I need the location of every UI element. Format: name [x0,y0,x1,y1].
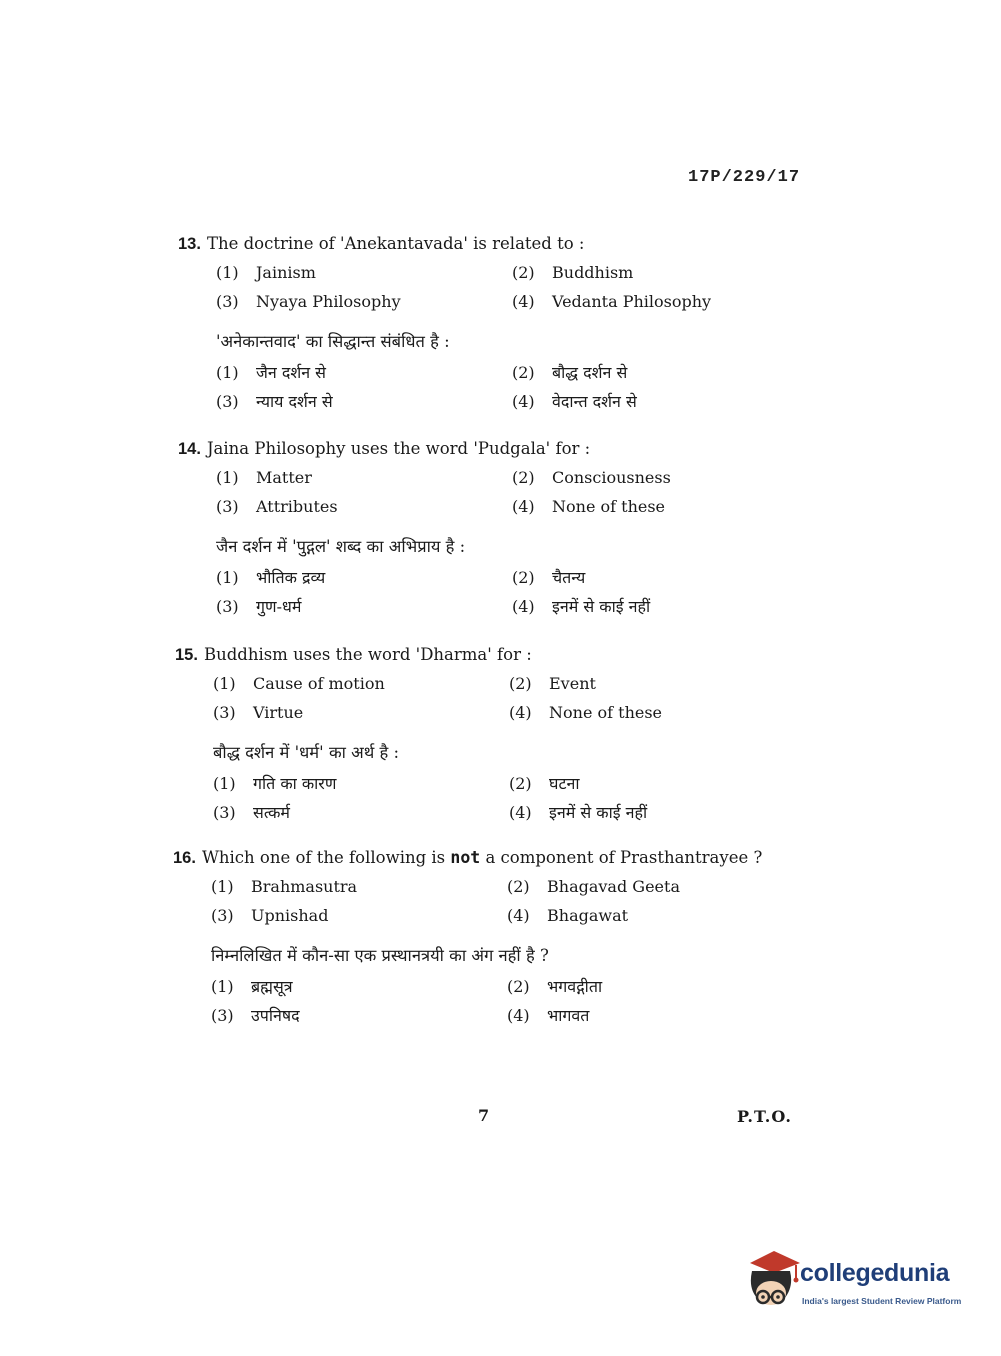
option-3: (3) Upnishad [211,906,329,925]
question-stem-en [178,231,818,257]
question-13 [178,231,818,417]
pto-label: P.T.O. [737,1107,792,1126]
question-stem-en [173,845,813,871]
mascot-icon [744,1249,802,1313]
question-text: The doctrine of 'Anekantavada' is related to : [206,234,585,253]
option-2: (2) Bhagavad Geeta [507,877,680,896]
question-stem-hi: निम्नलिखित में कौन-सा एक प्रस्थानत्रयी का अंग नहीं है ? [211,946,549,965]
option-2: (2) Consciousness [512,468,671,487]
option-4-hi: (4) इनमें से काई नहीं [512,597,651,616]
question-stem-en [178,436,818,462]
question-text-after: a component of Prasthantrayee ? [480,848,763,867]
option-4: (4) Vedanta Philosophy [512,292,712,311]
question-stem-en [175,642,815,668]
question-text: Buddhism uses the word 'Dharma' for : [203,645,532,664]
option-2: (2) Buddhism [512,263,634,282]
question-14 [178,436,818,622]
question-15 [175,642,815,828]
options-hi [213,770,815,828]
options-en [216,464,818,522]
option-4: (4) Bhagawat [507,906,629,925]
question-text-before: Which one of the following is [201,848,451,867]
option-3: (3) Virtue [213,703,304,722]
option-1-hi: (1) ब्रह्मसूत्र [211,977,293,996]
option-3-hi: (3) न्याय दर्शन से [216,392,333,411]
question-16 [173,845,813,1031]
option-1-hi: (1) जैन दर्शन से [216,363,326,382]
options-hi [211,973,813,1031]
question-number: 16. [173,849,196,867]
option-2-hi: (2) चैतन्य [512,568,586,587]
options-en [213,670,815,728]
option-2-hi: (2) बौद्ध दर्शन से [512,363,628,382]
options-en [216,259,818,317]
option-1: (1) Matter [216,468,312,487]
paper-code: 17P/229/17 [688,168,801,187]
question-text: Jaina Philosophy uses the word 'Pudgala' for : [206,439,591,458]
option-2-hi: (2) घटना [509,774,580,793]
brand-tagline: India's largest Student Review Platform [802,1296,962,1306]
option-1: (1) Jainism [216,263,316,282]
question-stem-hi: जैन दर्शन में 'पुद्गल' शब्द का अभिप्राय है : [216,537,466,556]
option-1-hi: (1) गति का कारण [213,774,337,793]
option-4-hi: (4) इनमें से काई नहीं [509,803,648,822]
options-en [211,873,813,931]
option-4-hi: (4) वेदान्त दर्शन से [512,392,637,411]
question-stem-hi: बौद्ध दर्शन में 'धर्म' का अर्थ है : [213,743,400,762]
option-3-hi: (3) गुण-धर्म [216,597,302,616]
option-2-hi: (2) भगवद्गीता [507,977,603,996]
question-number: 13. [178,235,201,253]
option-3: (3) Nyaya Philosophy [216,292,401,311]
options-hi [216,359,818,417]
option-1: (1) Cause of motion [213,674,385,693]
watermark-logo [744,1249,974,1319]
option-3: (3) Attributes [216,497,338,516]
option-1: (1) Brahmasutra [211,877,358,896]
option-3-hi: (3) उपनिषद [211,1006,300,1025]
question-number: 15. [175,646,198,664]
options-hi [216,564,818,622]
question-number: 14. [178,440,201,458]
page-number: 7 [478,1106,490,1125]
option-1-hi: (1) भौतिक द्रव्य [216,568,326,587]
question-stem-hi: 'अनेकान्तवाद' का सिद्धान्त संबंधित है : [216,332,450,351]
option-4: (4) None of these [512,497,666,516]
option-3-hi: (3) सत्कर्म [213,803,290,822]
question-text-emphasis: not [450,848,481,867]
brand-name: collegedunia [800,1259,950,1287]
option-4-hi: (4) भागवत [507,1006,590,1025]
option-4: (4) None of these [509,703,663,722]
option-2: (2) Event [509,674,596,693]
